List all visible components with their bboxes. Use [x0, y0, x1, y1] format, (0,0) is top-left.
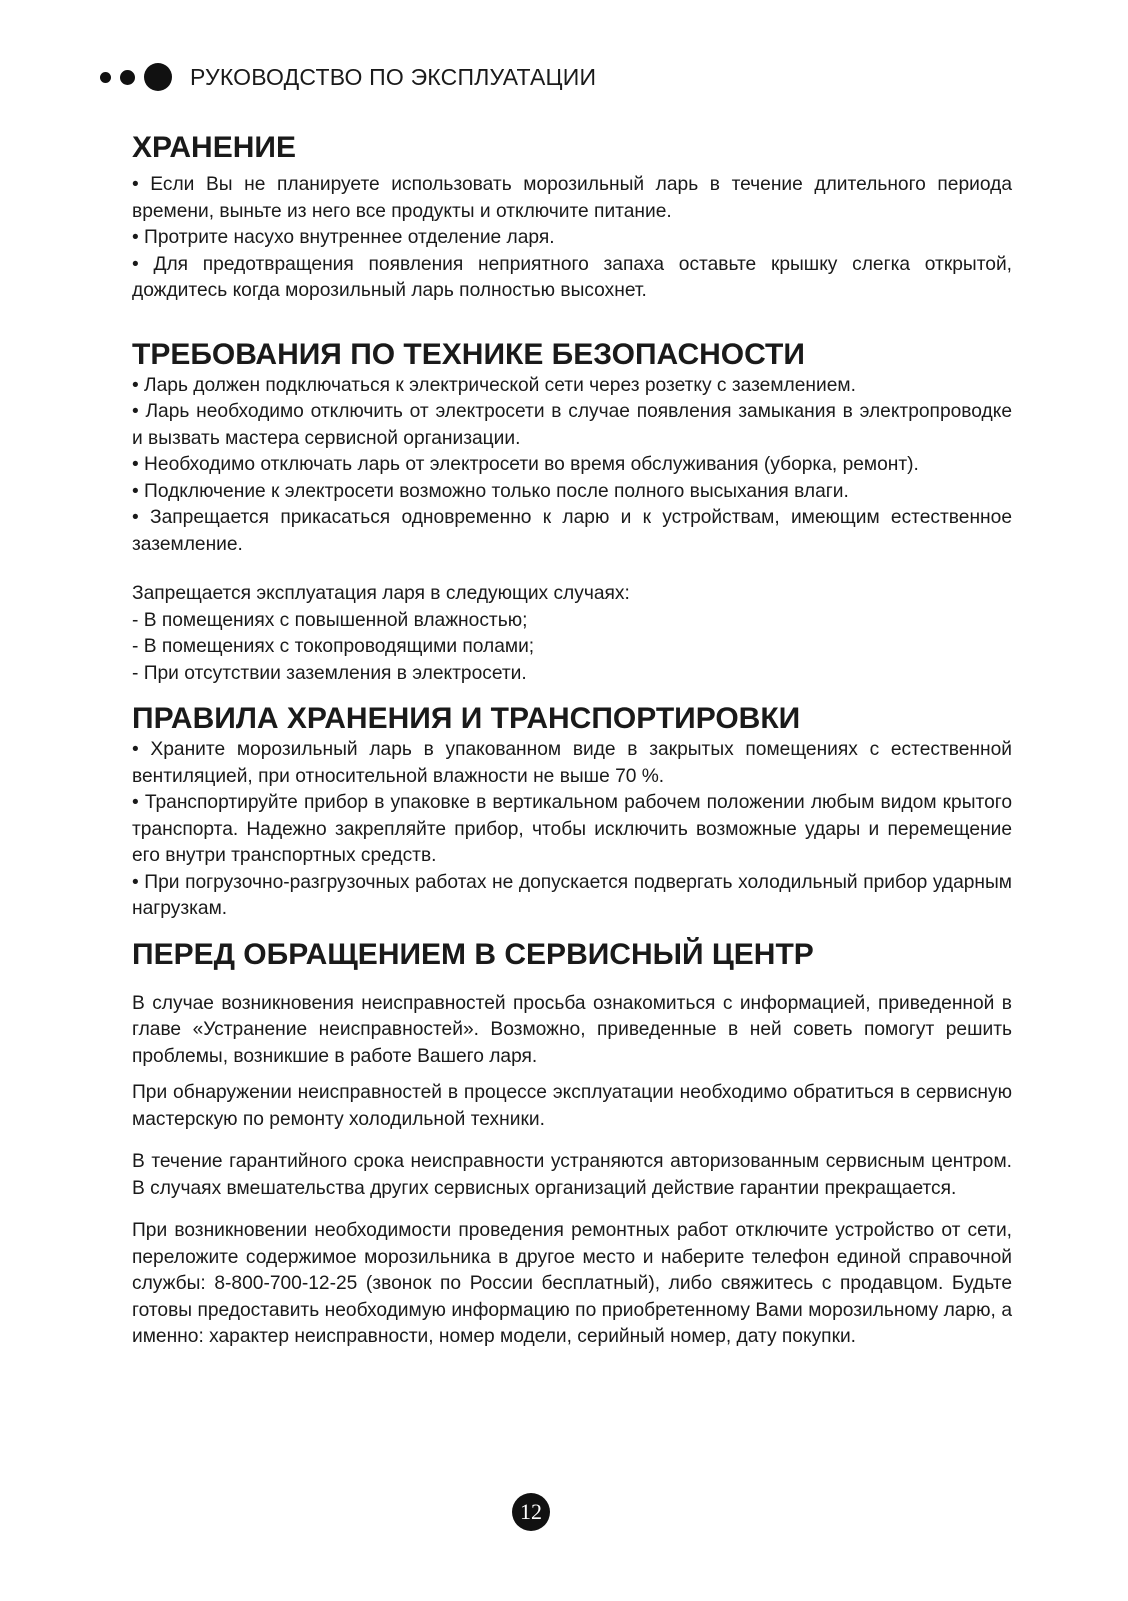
- bullet-item: • Подключение к электросети возможно только после полного высыхания влаги.: [132, 480, 849, 502]
- page-header: [100, 60, 596, 94]
- bullet-item: • Если Вы не планируете использовать морозильный ларь в течение длительного периода времени, выньте из него все продукты и отключите питание.: [132, 174, 1012, 222]
- page-number: 12: [512, 1493, 550, 1531]
- bullet-item: • Для предотвращения появления неприятного запаха оставьте крышку слегка открытой, дождитесь когда морозильный ларь полностью высохнет.: [132, 253, 1012, 301]
- section-heading: ПРАВИЛА ХРАНЕНИЯ И ТРАНСПОРТИРОВКИ: [132, 702, 801, 735]
- small-dot-icon: [100, 72, 111, 83]
- restriction-item: - В помещениях с токопроводящими полами;: [132, 636, 535, 657]
- spacer: [132, 558, 1012, 581]
- restriction-item: - При отсутствии заземления в электросети.: [132, 662, 527, 684]
- paragraph: При обнаружении неисправностей в процессе эксплуатации необходимо обратиться в сервисную мастерскую по ремонту холодильной техники.: [132, 1082, 1012, 1130]
- medium-dot-icon: [120, 70, 135, 85]
- section-storage-transport: [132, 701, 1012, 923]
- restriction-intro: Запрещается эксплуатация ларя в следующих случаях:: [132, 583, 630, 604]
- bullet-item: • Ларь необходимо отключить от электросети в случае появления замыкания в электропроводке и вызвать мастера сервисной организации.: [132, 401, 1012, 449]
- header-title: РУКОВОДСТВО ПО ЭКСПЛУАТАЦИИ: [190, 63, 597, 90]
- section-heading: ХРАНЕНИЕ: [132, 131, 296, 164]
- section-safety: [132, 337, 1012, 688]
- bullet-item: • Необходимо отключать ларь от электросети во время обслуживания (уборка, ремонт).: [132, 454, 919, 475]
- bullet-item: • Ларь должен подключаться к электрической сети через розетку с заземлением.: [132, 374, 856, 396]
- page-content: [132, 130, 1012, 1361]
- header-dots-icon: [100, 63, 172, 91]
- section-service-center: [132, 937, 1012, 1351]
- bullet-item: • Храните морозильный ларь в упакованном виде в закрытых помещениях с естественной вентиляцией, при относительной влажности не выше 70 %.: [132, 739, 1012, 787]
- bullet-item: • Запрещается прикасаться одновременно к ларю и к устройствам, имеющим естественное заземление.: [132, 507, 1012, 555]
- bullet-item: • Транспортируйте прибор в упаковке в вертикальном рабочем положении любым видом крытого транспорта. Надежно закрепляйте прибор, чтобы исключить возможные удары и перемещение его внутри транспортных средств.: [132, 792, 1012, 866]
- section-heading: ПЕРЕД ОБРАЩЕНИЕМ В СЕРВИСНЫЙ ЦЕНТР: [132, 937, 814, 971]
- section-storage: [132, 130, 1012, 305]
- paragraph: При возникновении необходимости проведения ремонтных работ отключите устройство от сети, переложите содержимое морозильника в другое место и наберите телефон единой справочной службы: 8-800-700-12-25 (звонок по России бесплатный), либо свяжитесь с продавцом. Будьте готовы предоставить необходимую информацию по приобретенному Вами морозильному ларю, а именно: характер неисправности, номер модели, серийный номер, дату покупки.: [132, 1220, 1012, 1347]
- section-heading: ТРЕБОВАНИЯ ПО ТЕХНИКЕ БЕЗОПАСНОСТИ: [132, 337, 805, 371]
- large-dot-icon: [144, 63, 172, 91]
- paragraph: В течение гарантийного срока неисправности устраняются авторизованным сервисным центром. В случаях вмешательства других сервисных организаций действие гарантии прекращается.: [132, 1151, 1012, 1199]
- bullet-item: • При погрузочно-разгрузочных работах не допускается подвергать холодильный прибор ударным нагрузкам.: [132, 871, 1012, 919]
- bullet-item: • Протрите насухо внутреннее отделение ларя.: [132, 227, 555, 248]
- paragraph: В случае возникновения неисправностей просьба ознакомиться с информацией, приведенной в главе «Устранение неисправностей». Возможно, приведенные в ней советь помогут решить проблемы, возникшие в работе Вашего ларя.: [132, 992, 1012, 1067]
- restriction-item: - В помещениях с повышенной влажностью;: [132, 609, 528, 631]
